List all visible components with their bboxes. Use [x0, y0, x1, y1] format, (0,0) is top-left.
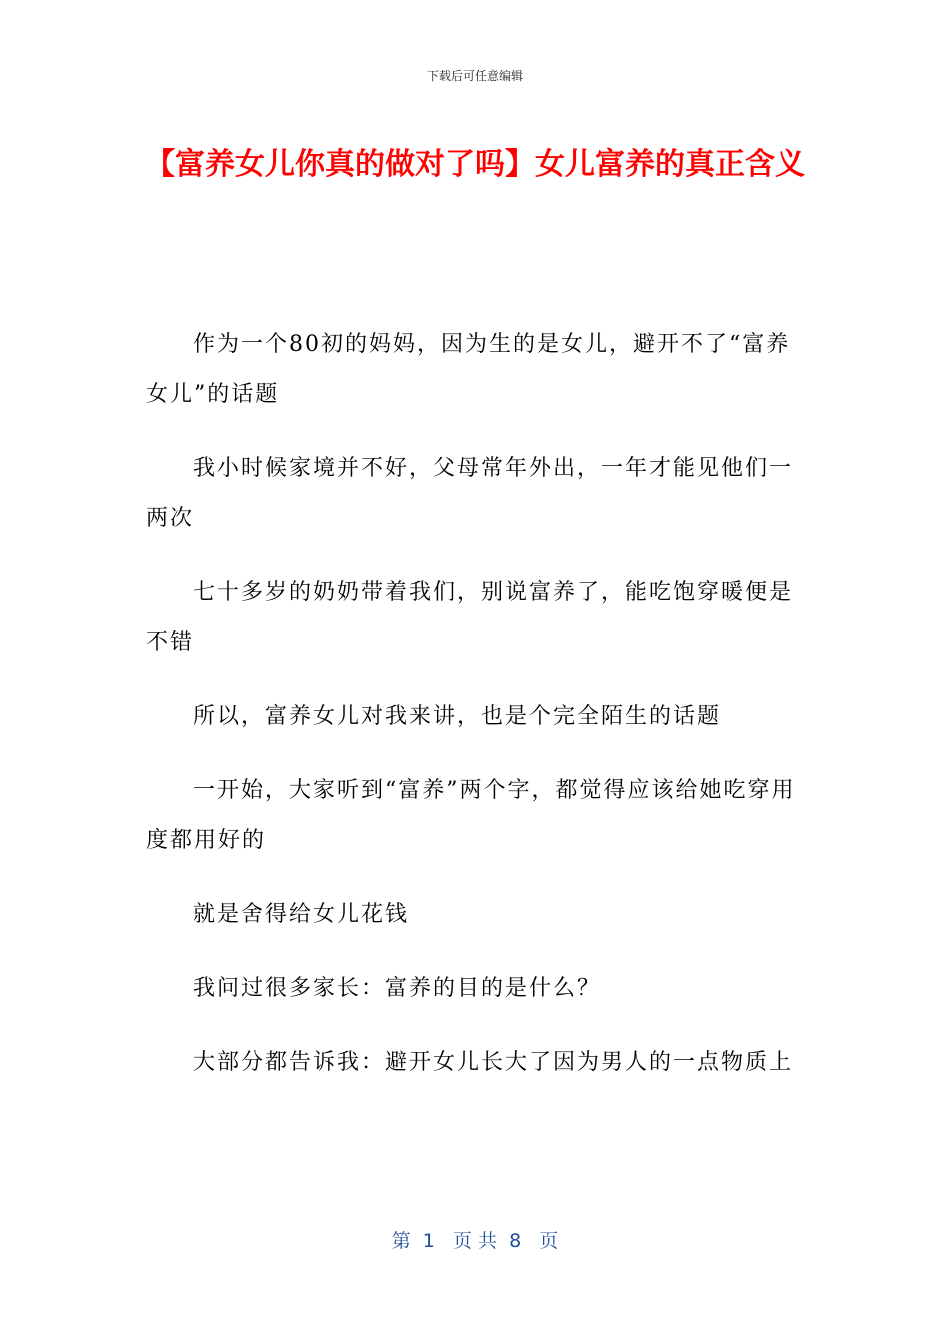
paragraph-7: 我问过很多家长：富养的目的是什么？	[193, 976, 602, 1001]
paragraph-6: 就是舍得给女儿花钱	[193, 902, 410, 927]
paragraph-1: 作为一个80初的妈妈，因为生的是女儿，避开不了“富养女儿”的话题	[146, 332, 791, 407]
document-body	[146, 320, 802, 1112]
paragraph-4: 所以，富养女儿对我来讲，也是个完全陌生的话题	[193, 704, 722, 729]
page-header-note: 下载后可任意编辑	[426, 69, 523, 83]
document-title: 【富养女儿你真的做对了吗】女儿富养的真正含义	[145, 147, 805, 182]
paragraph-2: 我小时候家境并不好，父母常年外出，一年才能见他们一两次	[146, 456, 794, 531]
paragraph-8: 大部分都告诉我：避开女儿长大了因为男人的一点物质上	[193, 1050, 794, 1075]
page-number-footer: 第 1 页 共 8 页	[391, 1230, 559, 1252]
paragraph-5: 一开始，大家听到“富养”两个字，都觉得应该给她吃穿用度都用好的	[146, 778, 796, 853]
paragraph-3: 七十多岁的奶奶带着我们，别说富养了，能吃饱穿暖便是不错	[146, 580, 794, 655]
